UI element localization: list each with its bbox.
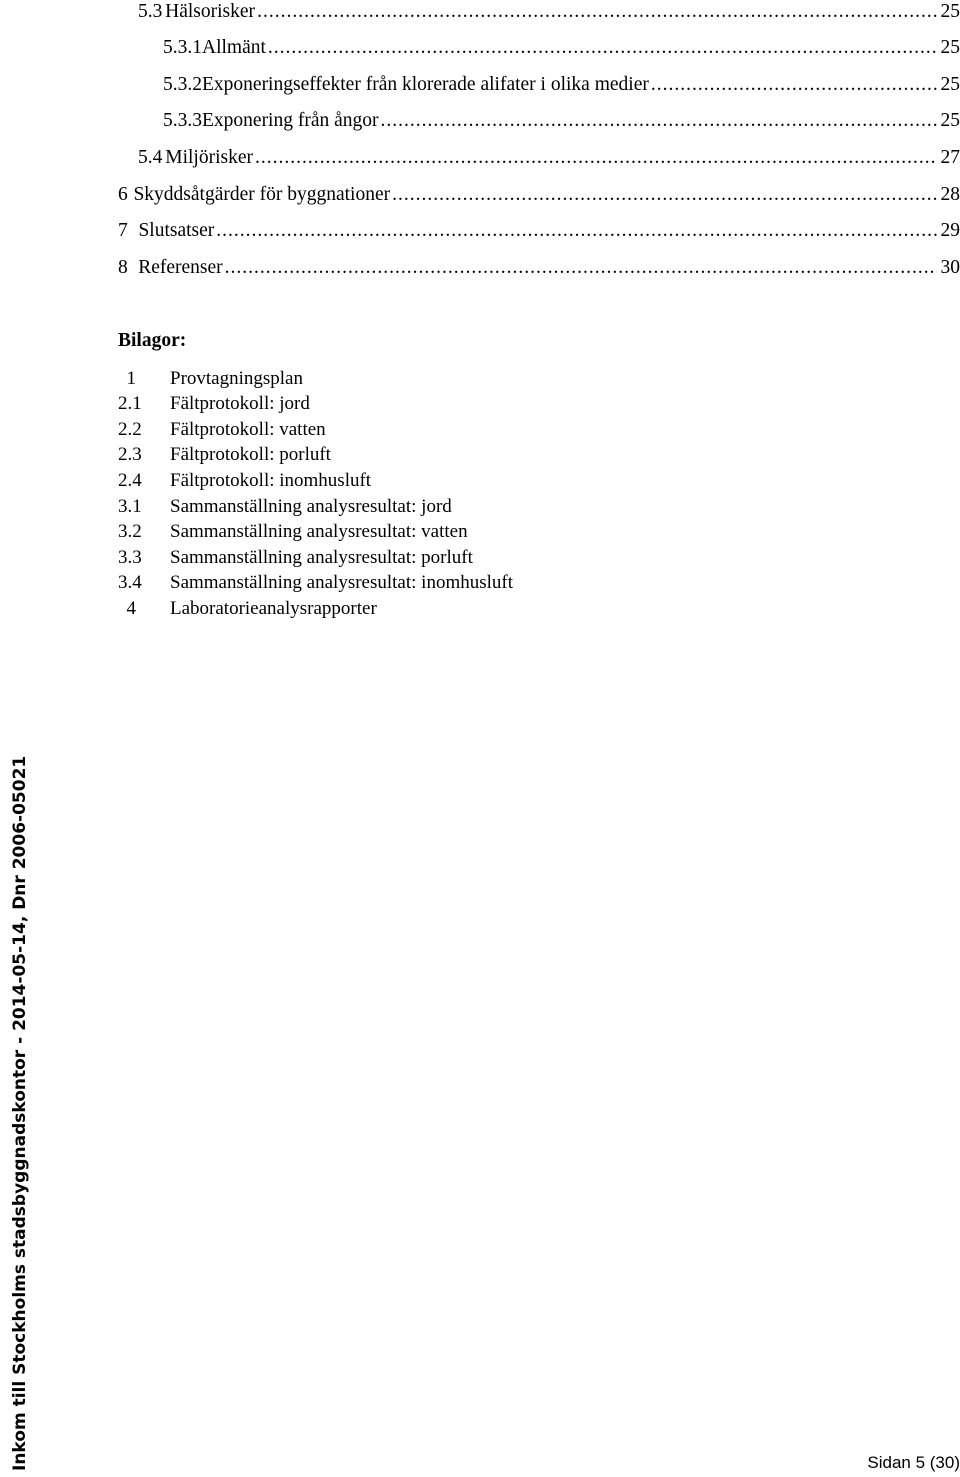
appendix-title: Sammanställning analysresultat: vatten xyxy=(170,521,468,542)
toc-dot-leader xyxy=(225,256,937,280)
toc-dot-leader xyxy=(381,109,937,133)
appendix-item xyxy=(118,495,452,519)
appendix-number: 2.4 xyxy=(118,470,142,491)
appendix-number: 3.3 xyxy=(118,547,142,568)
toc-dot-leader xyxy=(216,219,936,243)
appendices-heading: Bilagor: xyxy=(118,330,187,351)
appendix-item xyxy=(118,546,473,570)
toc-entry-title: Exponering från ångor xyxy=(202,110,379,131)
receipt-stamp xyxy=(0,0,40,1477)
appendix-title: Fältprotokoll: porluft xyxy=(170,444,331,465)
appendix-item xyxy=(118,392,310,416)
appendix-number: 1 xyxy=(126,368,136,389)
toc-entry-number: 8 xyxy=(118,257,128,278)
toc-entry[interactable] xyxy=(138,146,960,170)
appendix-number: 4 xyxy=(126,598,136,619)
toc-dot-leader xyxy=(257,0,936,24)
toc-entry[interactable] xyxy=(118,183,960,207)
toc-entry-title: Allmänt xyxy=(202,37,266,58)
toc-entry[interactable] xyxy=(163,109,960,133)
toc-entry-title: Exponeringseffekter från klorerade alifater i olika medier xyxy=(202,74,649,95)
appendix-number: 2.1 xyxy=(118,393,142,414)
toc-entry-number: 5.3.2 xyxy=(163,74,202,95)
appendix-number: 2.2 xyxy=(118,419,142,440)
toc-entry-title: Hälsorisker xyxy=(165,1,256,22)
toc-entry-page: 29 xyxy=(940,220,960,241)
appendix-item xyxy=(118,571,513,595)
toc-entry-number: 5.3.3 xyxy=(163,110,202,131)
appendix-title: Fältprotokoll: vatten xyxy=(170,419,326,440)
toc-entry[interactable] xyxy=(163,36,960,60)
toc-entry-number: 5.4 xyxy=(138,147,163,168)
appendix-item xyxy=(118,367,303,391)
toc-entry-page: 28 xyxy=(940,184,960,205)
toc-entry-number: 5.3 xyxy=(138,1,163,22)
appendix-item xyxy=(118,418,326,442)
toc-entry[interactable] xyxy=(118,256,960,280)
toc-entry-page: 25 xyxy=(940,74,960,95)
toc-entry-page: 25 xyxy=(940,1,960,22)
appendix-title: Sammanställning analysresultat: jord xyxy=(170,496,452,517)
toc-entry-page: 25 xyxy=(940,37,960,58)
appendix-item xyxy=(118,597,377,621)
toc-entry-page: 25 xyxy=(940,110,960,131)
appendix-number: 3.4 xyxy=(118,572,142,593)
receipt-stamp-text: Inkom till Stockholms stadsbyggnadskontor - 2014-05-14, Dnr 2006-05021 xyxy=(10,755,30,1471)
appendix-number: 2.3 xyxy=(118,444,142,465)
toc-entry-page: 30 xyxy=(940,257,960,278)
toc-dot-leader xyxy=(392,183,936,207)
appendix-title: Provtagningsplan xyxy=(170,368,303,389)
toc-entry[interactable] xyxy=(118,219,960,243)
toc-dot-leader xyxy=(255,146,937,170)
toc-entry[interactable] xyxy=(138,0,960,24)
toc-entry-title: Slutsatser xyxy=(138,220,215,241)
toc-entry-number: 5.3.1 xyxy=(163,37,202,58)
appendix-item xyxy=(118,469,371,493)
appendix-title: Sammanställning analysresultat: porluft xyxy=(170,547,473,568)
appendix-item xyxy=(118,520,468,544)
toc-entry-title: Referenser xyxy=(138,257,223,278)
appendix-number: 3.1 xyxy=(118,496,142,517)
toc-entry-page: 27 xyxy=(940,147,960,168)
toc-dot-leader xyxy=(268,36,937,60)
toc-entry-title: Skyddsåtgärder för byggnationer xyxy=(133,184,391,205)
appendix-title: Fältprotokoll: jord xyxy=(170,393,310,414)
toc-entry[interactable] xyxy=(163,73,960,97)
appendix-item xyxy=(118,443,331,467)
toc-entry-number: 7 xyxy=(118,220,128,241)
appendix-title: Fältprotokoll: inomhusluft xyxy=(170,470,372,491)
appendix-title: Laboratorieanalysrapporter xyxy=(170,598,377,619)
page-number: Sidan 5 (30) xyxy=(867,1453,960,1472)
toc-dot-leader xyxy=(651,73,937,97)
appendix-title: Sammanställning analysresultat: inomhusluft xyxy=(170,572,514,593)
toc-entry-number: 6 xyxy=(118,184,128,205)
toc-entry-title: Miljörisker xyxy=(165,147,253,168)
appendix-number: 3.2 xyxy=(118,521,142,542)
